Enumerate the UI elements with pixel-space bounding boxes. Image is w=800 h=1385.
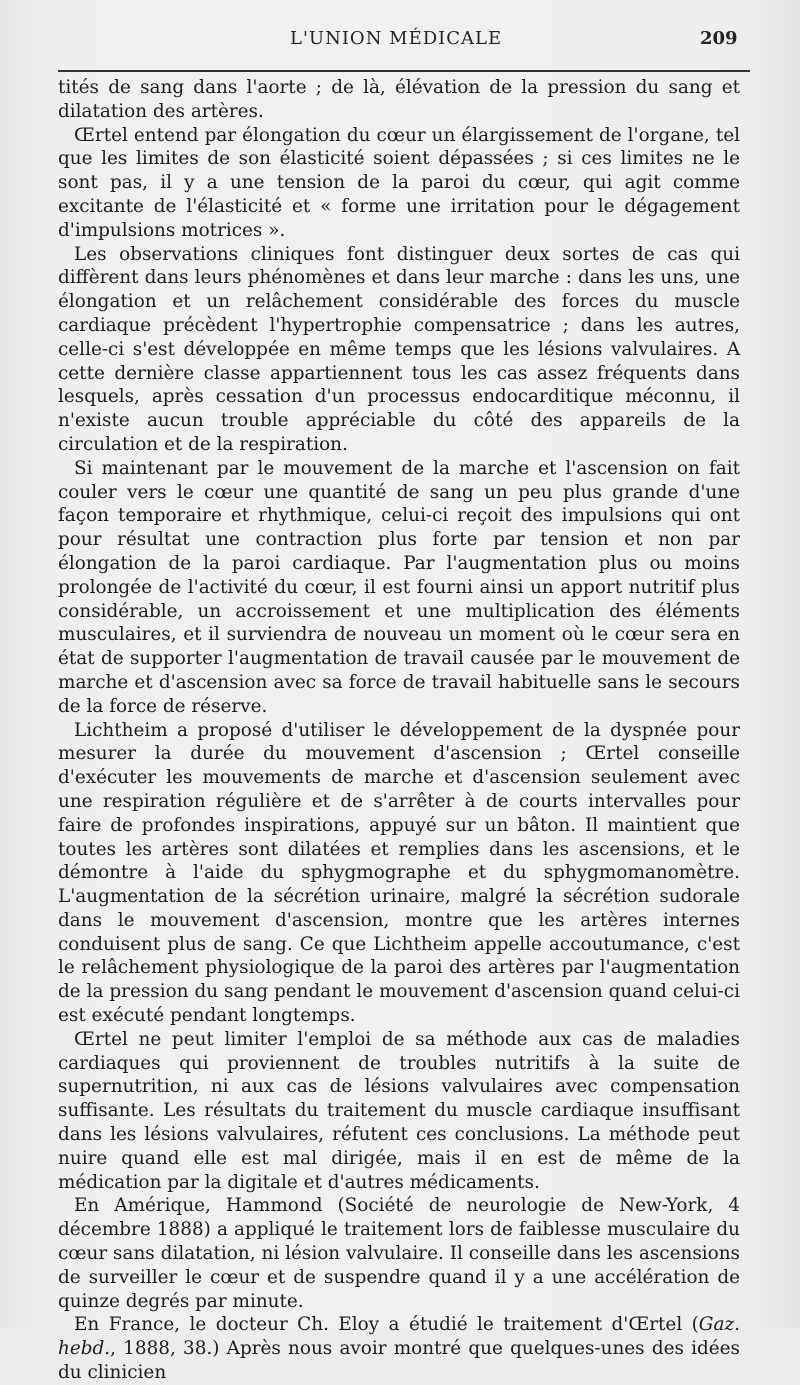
header-rule	[58, 70, 750, 72]
running-title: L'UNION MÉDICALE	[290, 28, 503, 49]
paragraph: Œrtel ne peut limiter l'emploi de sa méthode aux cas de maladies cardiaques qui proviennent de troubles nutritifs à la suite de supernutrition, ni aux cas de lésions valvulaires avec compensation suffisante. Les résultats du traitement du muscle cardiaque insuffisant dans les lésions valvulaires, réfutent ces conclusions. La méthode peut nuire quand elle est mal dirigée, mais il en est de même de la médication par la digitale et d'autres médicaments.	[58, 1028, 740, 1193]
paragraph: Lichtheim a proposé d'utiliser le développement de la dyspnée pour mesurer la durée du mouvement d'ascension ; Œrtel conseille d'exécuter les mouvements de marche et d'ascension seulement avec une respiration régulière et de s'arrêter à de courts intervalles pour faire de profondes inspirations, appuyé sur un bâton. Il maintient que toutes les artères sont dilatées et remplies dans les ascensions, et le démontre à l'aide du sphygmographe et du sphygmomanomètre. L'augmentation de la sécrétion urinaire, malgré la sécrétion sudorale dans le mouvement d'ascension, montre que les artères internes conduisent plus de sang. Ce que Lichtheim appelle accoutumance, c'est le relâchement physiologique de la paroi des artères par l'augmentation de la pression du sang pendant le mouvement d'ascension quand celui-ci est exécuté pendant longtemps.	[58, 719, 740, 1027]
paragraph: Œrtel entend par élongation du cœur un élargissement de l'organe, tel que les limites de son élasticité soient dépassées ; si ces limites ne le sont pas, il y a une tension de la paroi du cœur, qui agit comme excitante de l'élasticité et « forme une irritation pour le dégagement d'impulsions motrices ».	[58, 124, 740, 241]
page-number: 209	[700, 28, 738, 49]
page-header	[0, 22, 800, 62]
paragraph: Si maintenant par le mouvement de la marche et l'ascension on fait couler vers le cœur une quantité de sang un peu plus grande d'une façon temporaire et rhythmique, celui-ci reçoit des impulsions qui ont pour résultat une contraction plus forte par tension et non par élongation de la paroi cardiaque. Par l'augmentation plus ou moins prolongée de l'activité du cœur, il est fourni ainsi un apport nutritif plus considérable, un accroissement et une multiplication des éléments musculaires, et il surviendra de nouveau un moment où le cœur sera en état de supporter l'augmentation de travail causée par le mouvement de marche et d'ascension avec sa force de travail habituelle sans le secours de la force de réserve.	[58, 457, 740, 717]
body-text	[58, 76, 740, 1385]
paragraph-last	[58, 1313, 740, 1384]
last-paragraph-after: , 1888, 38.) Après nous avoir montré que quelques-unes des idées du clinicien	[58, 1338, 740, 1384]
last-paragraph-before: En France, le docteur Ch. Eloy a étudié le traitement d'Œrtel (	[74, 1314, 699, 1336]
paragraph: En Amérique, Hammond (Société de neurologie de New-York, 4 décembre 1888) a appliqué le traitement lors de faiblesse musculaire du cœur sans dilatation, ni lésion valvulaire. Il conseille dans les ascensions de surveiller le cœur et de suspendre quand il y a une accélération de quinze degrés par minute.	[58, 1195, 740, 1312]
journal-citation: Gaz. hebd.	[58, 1314, 740, 1360]
paragraph: tités de sang dans l'aorte ; de là, élévation de la pression du sang et dilatation des artères.	[58, 77, 740, 122]
paragraph: Les observations cliniques font distinguer deux sortes de cas qui diffèrent dans leurs phénomènes et dans leur marche : dans les uns, une élongation et un relâchement considérable des forces du muscle cardiaque précèdent l'hypertrophie compensatrice ; dans les autres, celle-ci s'est développée en même temps que les lésions valvulaires. A cette dernière classe appartiennent tous les cas assez fréquents dans lesquels, après cessation d'un processus endocarditique méconnu, il n'existe aucun trouble appréciable du côté des appareils de la circulation et de la respiration.	[58, 243, 740, 455]
